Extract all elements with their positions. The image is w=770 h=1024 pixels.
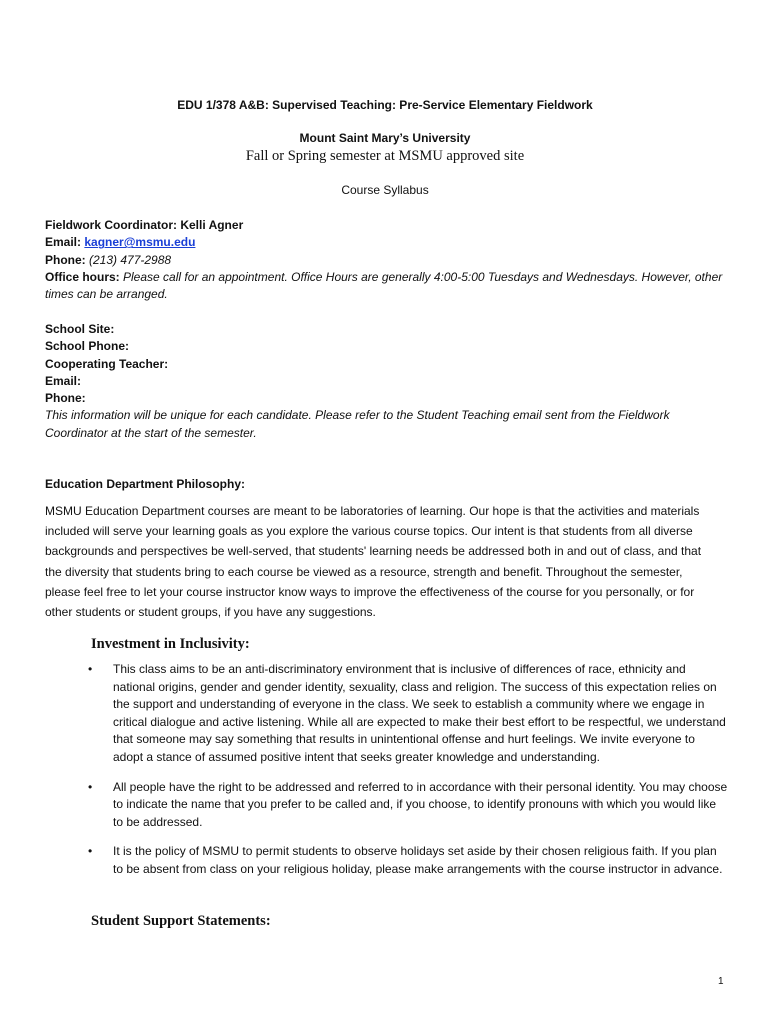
support-heading: Student Support Statements: bbox=[91, 913, 271, 929]
office-hours-text: Please call for an appointment. Office Hours are generally 4:00-5:00 Tuesdays and Wednesdays. However, other times can be arranged. bbox=[45, 269, 723, 302]
coordinator-name: Fieldwork Coordinator: Kelli Agner bbox=[45, 218, 244, 232]
coordinator-email-link[interactable]: kagner@msmu.edu bbox=[84, 235, 196, 250]
list-item-text: All people have the right to be addressed and referred to in accordance with their personal identity. You may choose to indicate the name that you prefer to be called and, if you choose, to identify pronouns with which you would like to be addressed. bbox=[113, 779, 728, 829]
school-site-info bbox=[45, 321, 735, 442]
inclusivity-heading: Investment in Inclusivity: bbox=[91, 636, 250, 652]
list-item-text: This class aims to be an anti-discriminatory environment that is inclusive of differences of race, ethnicity and national origins, gender and gender identity, sexuality, class and religion. The success of this expectation relies on the support and understanding of everyone in the class. We seek to establish a community where we engage in critical dialogue and active listening. While all are expected to make their best effort to be respectful, we understand that someone may say something that results in unintentional offense and hurt feelings. We invite everyone to adopt a stance of assumed positive intent that seeks greater knowledge and understanding. bbox=[113, 662, 726, 764]
office-hours-line bbox=[45, 269, 735, 304]
phone-label: Phone: bbox=[45, 252, 89, 267]
office-hours-label: Office hours: bbox=[45, 269, 124, 284]
bullet-icon: • bbox=[88, 662, 93, 676]
inclusivity-list bbox=[88, 661, 728, 891]
course-title: EDU 1/378 A&B: Supervised Teaching: Pre-Service Elementary Fieldwork bbox=[177, 98, 593, 112]
cooperating-teacher-label: Cooperating Teacher: bbox=[45, 356, 169, 371]
syllabus-subtitle: Course Syllabus bbox=[341, 183, 429, 197]
email-label: Email: bbox=[45, 235, 85, 250]
coordinator-info bbox=[45, 217, 735, 303]
site-note: This information will be unique for each candidate. Please refer to the Student Teaching email sent from the Fieldwork Coordinator at the start of the semester. bbox=[45, 408, 670, 440]
list-item-text: It is the policy of MSMU to permit students to observe holidays set aside by their chosen religious faith. If you plan to be absent from class on your religious holiday, please make arrangements with the course instructor in advance. bbox=[113, 844, 723, 876]
bullet-icon: • bbox=[88, 844, 93, 859]
list-item bbox=[88, 843, 728, 878]
school-site-label: School Site: bbox=[45, 322, 115, 336]
term-line: Fall or Spring semester at MSMU approved site bbox=[245, 148, 525, 164]
site-email-label: Email: bbox=[45, 373, 82, 388]
list-item bbox=[88, 661, 728, 767]
philosophy-body: MSMU Education Department courses are meant to be laboratories of learning. Our hope is that the activities and materials included will serve your learning goals as you explore the various course topics. Our intent is that students from all diverse backgrounds and perspectives be well-served, that students' learning needs be addressed both in and out of class, and that the diversity that students bring to each course be viewed as a resource, strength and benefit. Throughout the semester, please feel free to let your course instructor know ways to improve the effectiveness of the course for you personally, or for other students or student groups, if you have any suggestions. bbox=[45, 504, 702, 620]
philosophy-heading: Education Department Philosophy: bbox=[45, 477, 246, 491]
school-phone-label: School Phone: bbox=[45, 339, 129, 354]
bullet-icon: • bbox=[88, 779, 93, 794]
site-phone-label: Phone: bbox=[45, 391, 86, 406]
coordinator-phone: (213) 477-2988 bbox=[89, 252, 172, 267]
coordinator-email-line bbox=[45, 234, 735, 251]
list-item bbox=[88, 779, 728, 832]
coordinator-phone-line bbox=[45, 252, 735, 269]
page-number: 1 bbox=[718, 976, 724, 987]
university-name: Mount Saint Mary’s University bbox=[299, 131, 471, 145]
